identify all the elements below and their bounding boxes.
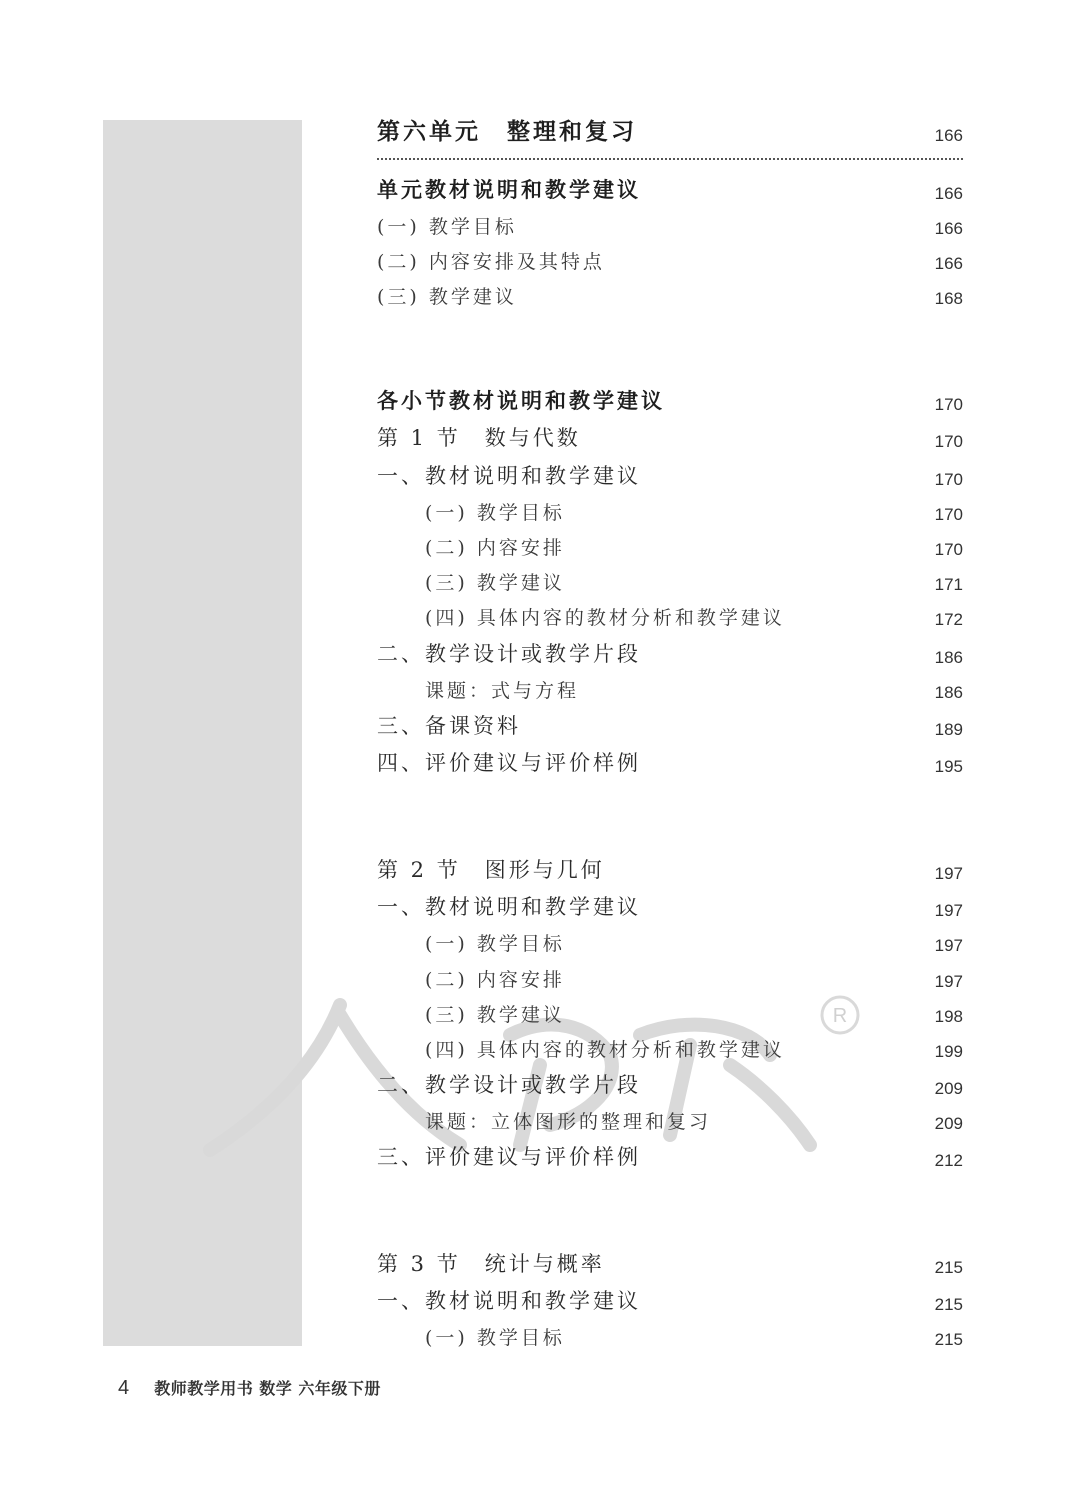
toc-entry-label: 三、备课资料 [377, 714, 521, 738]
toc-entry[interactable] [425, 1320, 963, 1352]
toc-entry-page: 170 [934, 505, 963, 524]
toc-entry-page: 166 [934, 219, 963, 238]
toc-entry-page: 170 [934, 395, 963, 414]
toc-entry[interactable] [425, 530, 963, 562]
toc-entry-page: 197 [934, 864, 963, 883]
toc-entry[interactable] [377, 854, 963, 886]
toc-entry-label: 课题：式与方程 [425, 680, 580, 702]
toc-entry-label: (二) 内容安排 [425, 537, 565, 559]
toc-entry[interactable] [425, 600, 963, 632]
toc-entry-label: (二) 内容安排 [425, 969, 565, 991]
toc-entry-label: 二、教学设计或教学片段 [377, 1073, 641, 1097]
toc-entry-page: 166 [934, 254, 963, 273]
toc-entry-page: 209 [934, 1114, 963, 1133]
toc-entry-label: 二、教学设计或教学片段 [377, 642, 641, 666]
toc-entry[interactable] [425, 1032, 963, 1064]
toc-entry-page: 215 [934, 1330, 963, 1349]
toc-unit-heading[interactable] [377, 116, 963, 148]
toc-entry-label: 课题：立体图形的整理和复习 [425, 1111, 712, 1133]
toc-entry[interactable] [377, 891, 963, 923]
toc-entry[interactable] [425, 495, 963, 527]
toc-entry[interactable] [377, 1069, 963, 1101]
toc-entry-label: 一、教材说明和教学建议 [377, 464, 641, 488]
toc-entry-label: 四、评价建议与评价样例 [377, 751, 641, 775]
toc-entry-label: (三) 教学建议 [425, 572, 565, 594]
toc-entry[interactable] [377, 279, 963, 311]
toc-entry-page: 172 [934, 610, 963, 629]
side-gray-band [103, 120, 302, 1346]
toc-entry-label: (四) 具体内容的教材分析和教学建议 [425, 607, 785, 629]
toc-entry-page: 197 [934, 972, 963, 991]
toc-entry-label: (一) 教学目标 [425, 933, 565, 955]
toc-entry-label: (三) 教学建议 [425, 1004, 565, 1026]
toc-entry-page: 168 [934, 289, 963, 308]
toc-entry-page: 186 [934, 648, 963, 667]
dotted-divider [377, 158, 963, 160]
toc-entry-page: 189 [934, 720, 963, 739]
toc-entry[interactable] [377, 385, 963, 417]
toc-entry-page: 170 [934, 470, 963, 489]
toc-entry-page: 197 [934, 936, 963, 955]
toc-entry[interactable] [377, 747, 963, 779]
toc-entry[interactable] [377, 638, 963, 670]
footer-book-title: 教师教学用书 数学 六年级下册 [154, 1379, 381, 1398]
toc-entry[interactable] [377, 422, 963, 454]
toc-entry[interactable] [377, 1285, 963, 1317]
toc-entry-page: 170 [934, 540, 963, 559]
toc-entry-label: (一) 教学目标 [377, 216, 517, 238]
toc-entry[interactable] [377, 209, 963, 241]
toc-entry[interactable] [377, 244, 963, 276]
toc-entry-label: 第 1 节 数与代数 [377, 426, 581, 450]
toc-entry-page: 171 [934, 575, 963, 594]
toc-entry[interactable] [425, 673, 963, 705]
toc-entry-page: 195 [934, 757, 963, 776]
toc-entry-label: 一、教材说明和教学建议 [377, 895, 641, 919]
toc-entry-page: 166 [934, 184, 963, 203]
toc-entry-label: (一) 教学目标 [425, 1327, 565, 1349]
toc-entry-label: 单元教材说明和教学建议 [377, 177, 641, 202]
toc-entry[interactable] [377, 1248, 963, 1280]
toc-entry-label: 第 2 节 图形与几何 [377, 858, 605, 882]
toc-entry-label: 三、评价建议与评价样例 [377, 1145, 641, 1169]
toc-entry-page: 212 [934, 1151, 963, 1170]
toc-entry[interactable] [425, 565, 963, 597]
toc-entry[interactable] [377, 174, 963, 206]
toc-entry[interactable] [425, 997, 963, 1029]
toc-entry-label: 各小节教材说明和教学建议 [377, 388, 665, 413]
toc-entry[interactable] [425, 926, 963, 958]
toc-entry-label: (三) 教学建议 [377, 286, 517, 308]
toc-entry-page: 198 [934, 1007, 963, 1026]
toc-entry-label: 一、教材说明和教学建议 [377, 1289, 641, 1313]
toc-entry-page: 199 [934, 1042, 963, 1061]
svg-text:R: R [832, 1005, 848, 1027]
toc-entry-label: 第 3 节 统计与概率 [377, 1252, 605, 1276]
toc-entry-label: (一) 教学目标 [425, 502, 565, 524]
toc-entry[interactable] [425, 962, 963, 994]
toc-entry-page: 215 [934, 1295, 963, 1314]
toc-entry[interactable] [377, 710, 963, 742]
toc-entry-page: 197 [934, 901, 963, 920]
footer-page-number: 4 [118, 1377, 130, 1399]
unit-page-number: 166 [934, 126, 963, 145]
toc-entry-label: (四) 具体内容的教材分析和教学建议 [425, 1039, 785, 1061]
unit-title: 第六单元 整理和复习 [377, 118, 637, 145]
toc-entry-page: 186 [934, 683, 963, 702]
toc-entry[interactable] [425, 1104, 963, 1136]
toc-entry[interactable] [377, 1141, 963, 1173]
toc-entry-page: 209 [934, 1079, 963, 1098]
page-footer [118, 1376, 381, 1400]
toc-entry-label: (二) 内容安排及其特点 [377, 251, 605, 273]
toc-entry-page: 215 [934, 1258, 963, 1277]
toc-entry-page: 170 [934, 432, 963, 451]
toc-entry[interactable] [377, 460, 963, 492]
